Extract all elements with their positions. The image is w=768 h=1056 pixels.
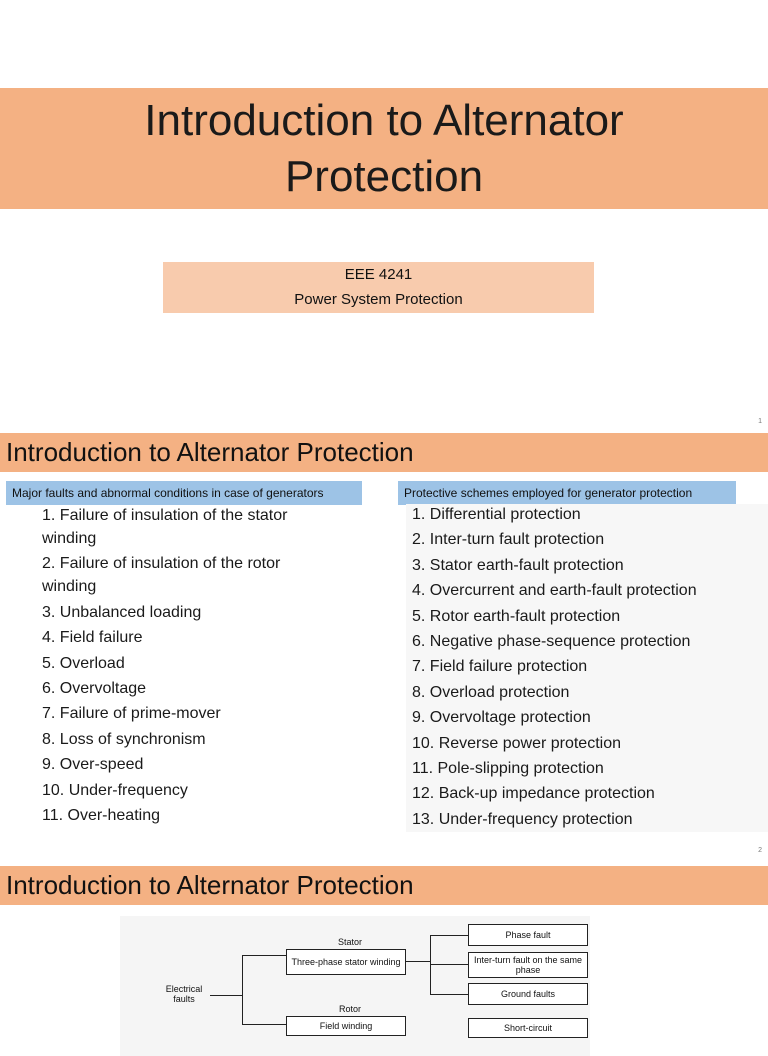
scheme-list-item: 11. Pole-slipping protection [412,760,604,778]
page-number: 1 [758,418,762,425]
scheme-list-item: 13. Under-frequency protection [412,810,633,828]
ground-faults-box: Ground faults [468,983,588,1005]
title-line-1: Introduction to Alternator [144,95,624,145]
connector-line [430,964,468,965]
fault-classification-diagram [120,916,590,1056]
faults-list [42,504,332,829]
fault-list-item: 8. Loss of synchronism [42,730,206,748]
course-code: EEE 4241 [344,266,413,283]
scheme-list-item: 12. Back-up impedance protection [412,785,655,803]
title-band [0,88,768,209]
electrical-faults-label: Electrical faults [165,984,203,1004]
scheme-list-item: 6. Negative phase-sequence protection [412,633,691,651]
stator-winding-box: Three-phase stator winding [286,949,406,975]
schemes-list [406,504,768,832]
inter-turn-fault-box: Inter-turn fault on the same phase [468,952,588,978]
connector-line [430,994,468,995]
fault-list-item: 5. Overload [42,654,125,672]
field-winding-box: Field winding [286,1016,406,1036]
connector-line [430,935,468,936]
slide-title [0,0,768,432]
scheme-list-item: 7. Field failure protection [412,658,588,676]
scheme-list-item: 5. Rotor earth-fault protection [412,607,621,625]
fault-list-item: 1. Failure of insulation of the stator winding [42,507,288,547]
course-name: Power System Protection [294,291,463,308]
rotor-label: Rotor [338,1004,361,1014]
scheme-list-item: 4. Overcurrent and earth-fault protection [412,582,697,600]
fault-list-item: 2. Failure of insulation of the rotor winding [42,555,281,596]
connector-line [242,1024,286,1025]
fault-list-item: 6. Overvoltage [42,679,147,697]
fault-list-item: 4. Field failure [42,629,143,647]
phase-fault-box: Phase fault [468,924,588,946]
connector-line [430,935,431,995]
fault-list-item: 10. Under-frequency [42,781,188,799]
short-circuit-box: Short-circuit [468,1018,588,1038]
slide-faults-schemes [0,433,768,865]
faults-column-label: Major faults and abnormal conditions in case of generators [6,481,362,505]
slide-header: Introduction to Alternator Protection [0,866,768,905]
course-info-box [163,262,594,313]
scheme-list-item: 10. Reverse power protection [412,734,621,752]
scheme-list-item: 2. Inter-turn fault protection [412,531,605,549]
fault-list-item: 11. Over-heating [42,806,160,824]
connector-line [406,961,430,962]
slide-header: Introduction to Alternator Protection [0,433,768,472]
scheme-list-item: 1. Differential protection [412,506,581,523]
stator-label: Stator [337,937,362,947]
title-line-2: Protection [284,151,484,201]
scheme-list-item: 8. Overload protection [412,683,570,701]
connector-line [242,955,286,956]
slide-fault-diagram [0,866,768,1033]
connector-line [242,955,243,1025]
page-number: 2 [758,847,762,854]
scheme-list-item: 9. Overvoltage protection [412,709,591,727]
connector-line [210,995,242,996]
fault-list-item: 7. Failure of prime-mover [42,705,221,723]
fault-list-item: 9. Over-speed [42,756,144,774]
fault-list-item: 3. Unbalanced loading [42,603,202,621]
schemes-column-label: Protective schemes employed for generator protection [398,481,736,505]
slide-title-heading [144,93,623,205]
scheme-list-item: 3. Stator earth-fault protection [412,556,624,574]
